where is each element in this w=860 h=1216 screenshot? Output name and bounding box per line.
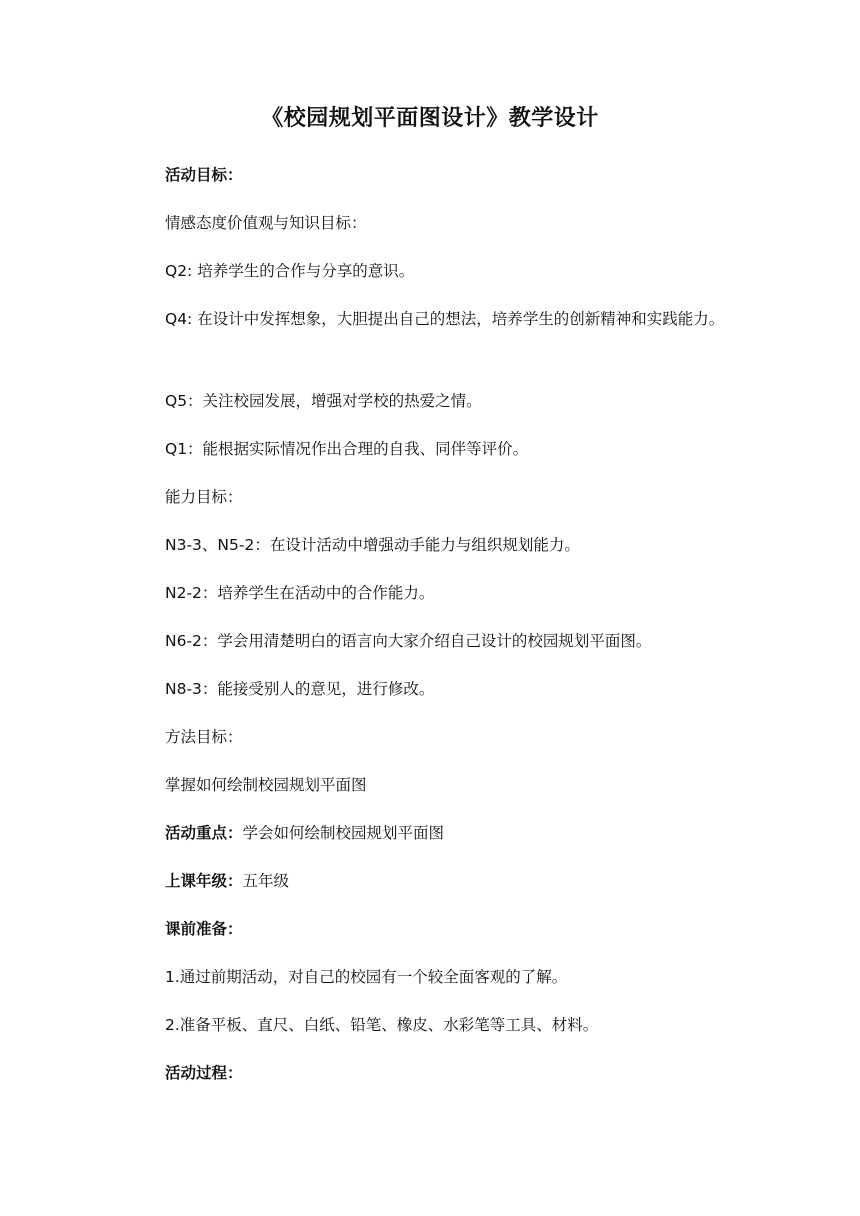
paragraph-n8: N8-3：能接受别人的意见，进行修改。 <box>165 680 435 698</box>
paragraph-activity-process <box>132 1058 732 1088</box>
paragraph-n6: N6-2：学会用清楚明白的语言向大家介绍自己设计的校园规划平面图。 <box>165 632 652 650</box>
paragraph-key-point <box>132 818 732 848</box>
paragraph-q5: Q5：关注校园发展，增强对学校的热爱之情。 <box>165 392 482 410</box>
paragraph-n3-n5: N3-3、N5-2：在设计活动中增强动手能力与组织规划能力。 <box>165 536 580 554</box>
paragraph-text: 五年级 <box>242 872 290 890</box>
paragraph-method-goals-heading: 方法目标： <box>165 728 243 746</box>
paragraph-preparation <box>132 914 732 944</box>
label-key-point: 活动重点： <box>165 824 243 842</box>
paragraph-q2: Q2: 培养学生的合作与分享的意识。 <box>165 262 415 280</box>
paragraph-method-goal-text: 掌握如何绘制校园规划平面图 <box>165 776 367 794</box>
label-grade: 上课年级： <box>165 872 243 890</box>
paragraph-grade <box>132 866 732 896</box>
paragraph-q4: Q4: 在设计中发挥想象，大胆提出自己的想法，培养学生的创新精神和实践能力。 <box>165 310 725 328</box>
paragraph-ability-goals-heading: 能力目标： <box>165 488 243 506</box>
label-activity-goals: 活动目标： <box>165 166 243 184</box>
document-title: 《校园规划平面图设计》教学设计 <box>261 106 599 131</box>
paragraph-emotion-goals-heading: 情感态度价值观与知识目标： <box>165 214 367 232</box>
label-preparation: 课前准备： <box>165 920 243 938</box>
paragraph-prep-item-1: 1.通过前期活动，对自己的校园有一个较全面客观的了解。 <box>165 968 568 986</box>
paragraph-activity-goals <box>132 160 732 190</box>
paragraph-text: 学会如何绘制校园规划平面图 <box>242 824 445 842</box>
label-activity-process: 活动过程： <box>165 1064 243 1082</box>
paragraph-prep-item-2: 2.准备平板、直尺、白纸、铅笔、橡皮、水彩笔等工具、材料。 <box>165 1016 599 1034</box>
paragraph-q1: Q1：能根据实际情况作出合理的自我、同伴等评价。 <box>165 440 529 458</box>
paragraph-n2: N2-2：培养学生在活动中的合作能力。 <box>165 584 435 602</box>
